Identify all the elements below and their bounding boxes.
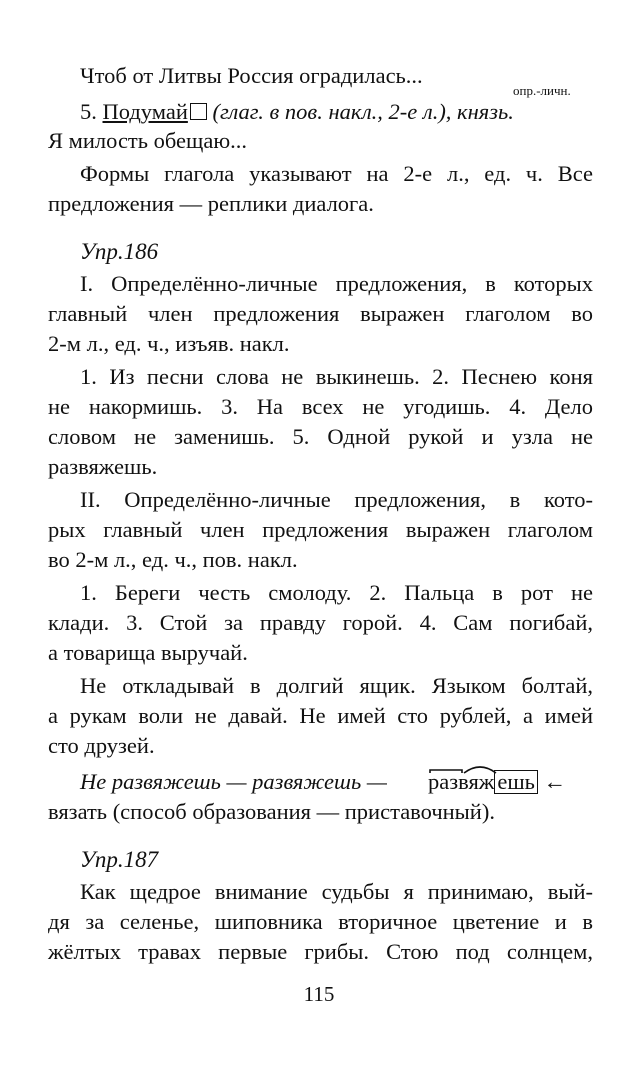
root-morpheme: вяж	[458, 769, 495, 794]
sentence-type-note: опр.-личн.	[513, 83, 571, 98]
morph-analysis-words: Не развяжешь — развяжешь —	[80, 769, 387, 794]
ex187-line-2: дя за селенье, шиповника вторичное цветение и в	[48, 909, 593, 934]
predicate-word: Подумай	[102, 99, 188, 124]
predicate-square-mark	[190, 103, 207, 120]
morpheme-breakdown	[428, 767, 568, 795]
exercise-186-heading: Упр.186	[80, 239, 159, 264]
exercise-187-heading: Упр.187	[80, 847, 159, 872]
explanation-line-2: предложения — реплики диалога.	[48, 191, 374, 216]
prefix-morpheme: раз	[428, 769, 459, 794]
ex186-p2-line-2: не накормишь. 3. На всех не угодишь. 4. Дело	[48, 394, 593, 419]
ex187-line-3: жёлтых травах первые грибы. Стою под солнцем,	[48, 939, 593, 964]
ex186-p5-line-3: сто друзей.	[48, 733, 155, 758]
page-number: 115	[303, 982, 335, 1006]
ex186-p2-line-1: 1. Из песни слова не выкинешь. 2. Песнею коня	[80, 364, 593, 389]
explanation-line-1: Формы глагола указывают на 2-е л., ед. ч. Все	[80, 161, 593, 186]
ex186-p2-line-3: словом не заменишь. 5. Одной рукой и узла не	[48, 424, 593, 449]
poem-line-2	[80, 98, 593, 125]
poem-line-1: Чтоб от Литвы Россия оградилась...	[80, 63, 423, 88]
poem-line-3: Я милость обещаю...	[48, 128, 248, 153]
grammar-note: (глаг. в пов. накл., 2-е л.), князь.	[206, 99, 514, 124]
ex186-p1-line-3: 2-м л., ед. ч., изъяв. накл.	[48, 331, 290, 356]
item-number: 5.	[80, 99, 103, 124]
ex186-p2-line-4: развяжешь.	[48, 454, 158, 479]
ex186-p5-line-1: Не откладывай в долгий ящик. Языком болтай,	[80, 673, 593, 698]
ex187-line-1: Как щедрое внимание судьбы я принимаю, вый-	[80, 879, 593, 904]
ex186-p1-line-2: главный член предложения выражен глаголом во	[48, 301, 593, 326]
arrow-left-icon: ←	[543, 769, 567, 794]
ending-morpheme: ешь	[494, 770, 538, 794]
ex186-p4-line-2: клади. 3. Стой за правду горой. 4. Сам погибай,	[48, 610, 593, 635]
ex186-p3-line-1: II. Определённо-личные предложения, в кото-	[80, 487, 593, 512]
ex186-p3-line-3: во 2-м л., ед. ч., пов. накл.	[48, 547, 298, 572]
ex186-p4-line-3: а товарища выручай.	[48, 640, 248, 665]
ex186-p3-line-2: рых главный член предложения выражен глаголом	[48, 517, 593, 542]
morph-analysis-line-2: вязать (способ образования — приставочный).	[48, 799, 495, 824]
ex186-p4-line-1: 1. Береги честь смолоду. 2. Пальца в рот не	[80, 580, 593, 605]
ex186-p1-line-1: I. Определённо-личные предложения, в которых	[80, 271, 593, 296]
ex186-p5-line-2: а рукам воли не давай. Не имей сто рублей, а имей	[48, 703, 593, 728]
